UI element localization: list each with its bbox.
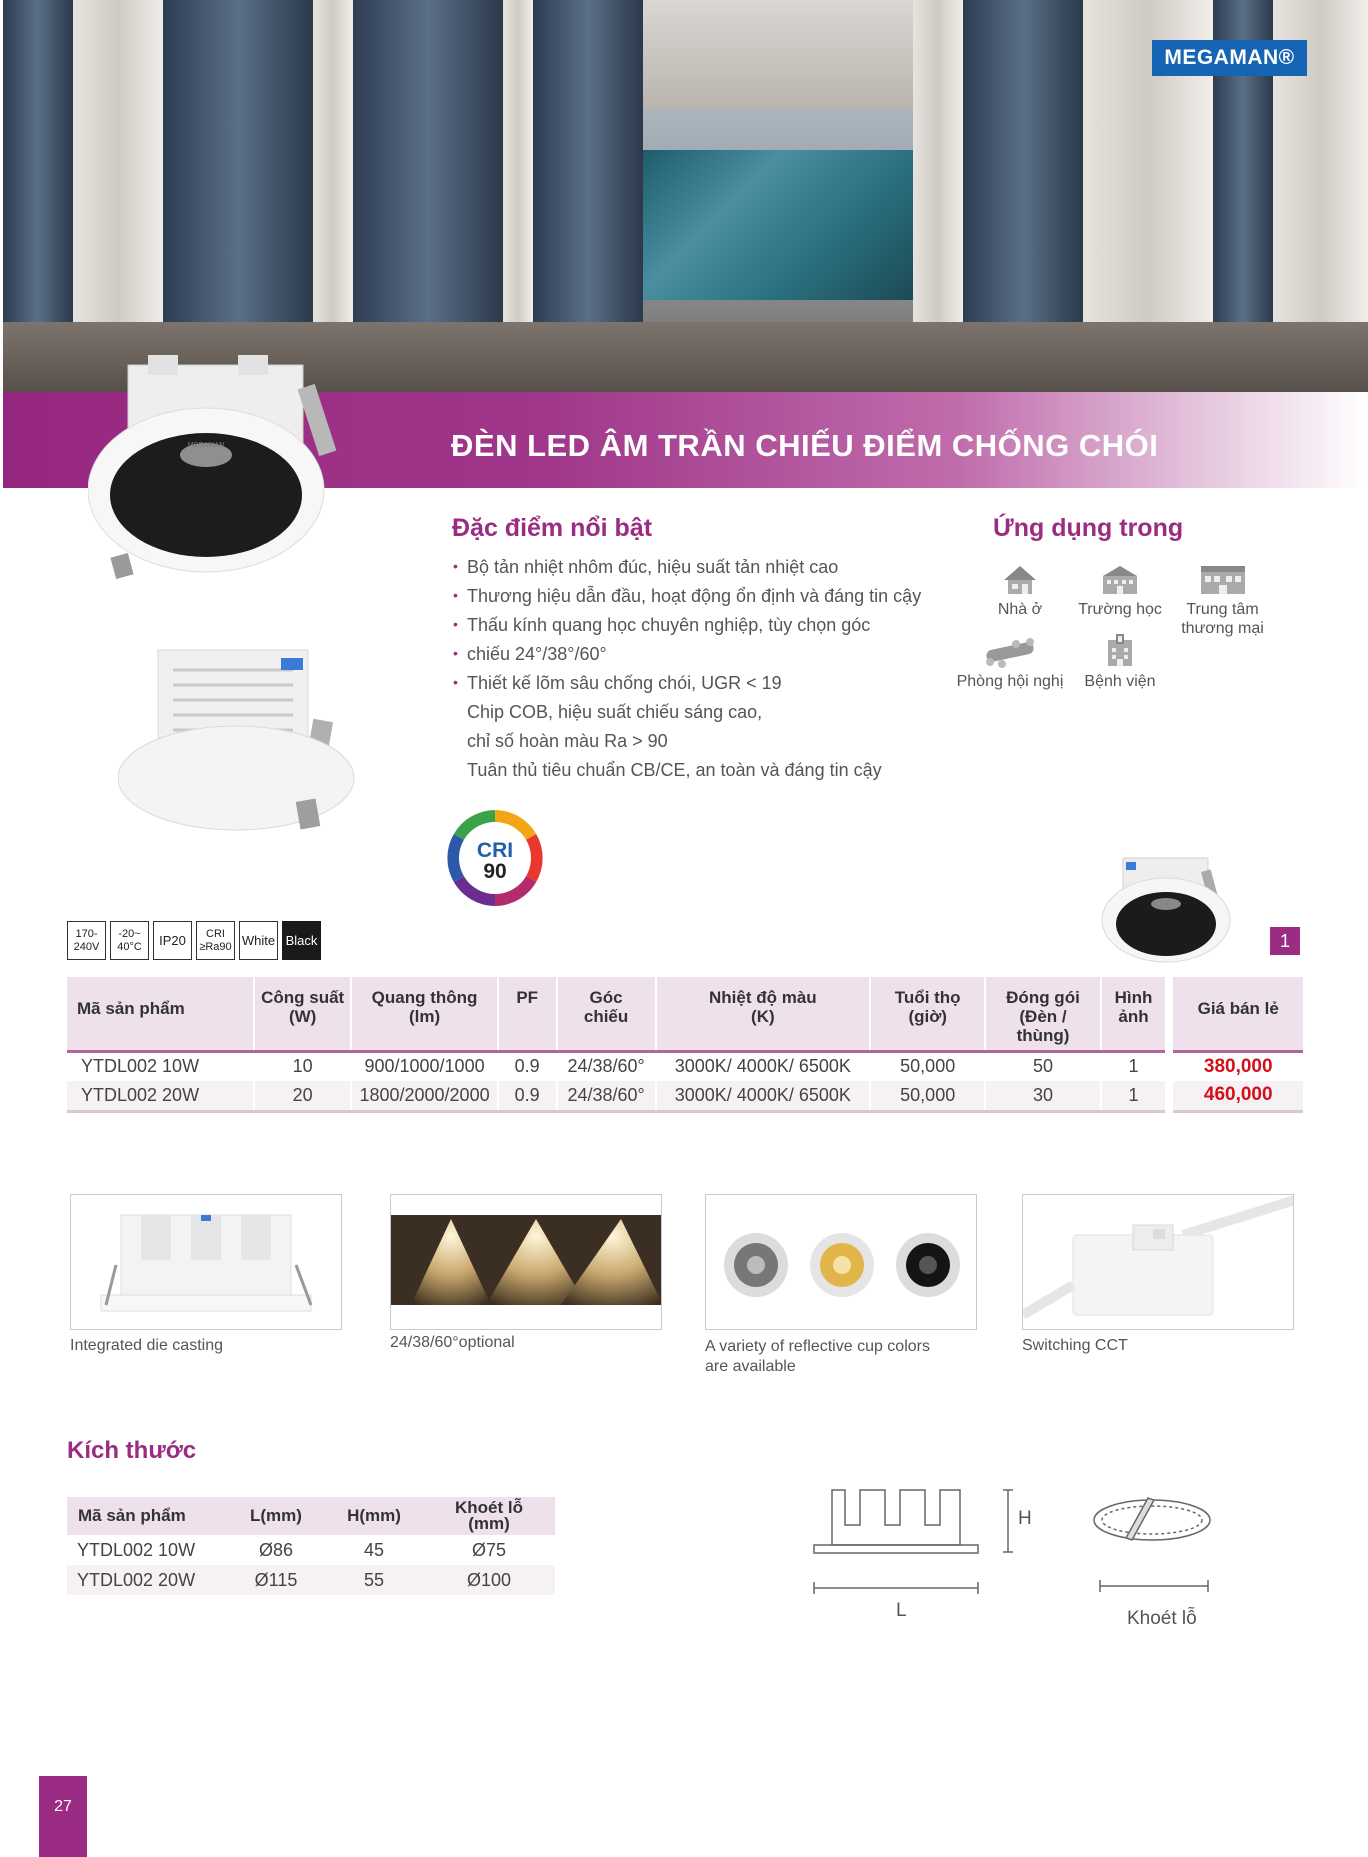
th-line: (K) [751, 1007, 775, 1026]
cell-power: 20 [254, 1081, 351, 1111]
cell-flux: 1800/2000/2000 [351, 1081, 498, 1111]
feature-item: • chiếu 24°/38°/60° [452, 640, 921, 669]
app-mall [1175, 564, 1270, 638]
page-title: ĐÈN LED ÂM TRẦN CHIẾU ĐIỂM CHỐNG CHÓI [451, 428, 1159, 463]
th-pf: PF [498, 977, 557, 1051]
app-label: Bệnh viện [1084, 673, 1156, 690]
hero-mural [643, 150, 913, 300]
th-line: Hình [1114, 988, 1153, 1007]
applications-heading: Ứng dụng trong [993, 514, 1184, 542]
app-label: Phòng hội nghị [956, 673, 1064, 690]
dim-label-hole: Khoét lỗ [1127, 1608, 1197, 1629]
cell-beam: 24/38/60° [557, 1081, 656, 1111]
th-pack [985, 977, 1100, 1051]
th-line: (Đèn / [1019, 1007, 1067, 1026]
school-icon [1099, 564, 1141, 596]
app-label: Nhà ở [997, 601, 1043, 618]
dim-label-h: H [1018, 1508, 1032, 1529]
feature-item: • Thấu kính quang học chuyên nghiệp, tùy chọn góc [452, 611, 921, 640]
cell-price: 380,000 [1173, 1051, 1303, 1081]
th-power [254, 977, 351, 1051]
th-line: Góc [589, 988, 623, 1007]
cell-dim-l: Ø86 [258, 1539, 294, 1560]
feature-item: Chip COB, hiệu suất chiếu sáng cao, [467, 702, 763, 722]
th-line: Nhiệt độ màu [709, 988, 817, 1007]
table-row [67, 1051, 1303, 1081]
applications-grid [950, 560, 1270, 700]
th-line: Tuổi thọ [894, 988, 961, 1007]
badge-line: -20~ [118, 927, 141, 940]
cell-life: 50,000 [870, 1081, 985, 1111]
feature-image-switching-cct [1022, 1194, 1294, 1330]
feature-item: • Thương hiệu dẫn đầu, hoạt động ổn định và đáng tin cậy [452, 582, 921, 611]
feature-image-cup-colors [705, 1194, 977, 1330]
caption-line: A variety of reflective cup colors [705, 1338, 930, 1355]
app-home [990, 564, 1050, 619]
cell-life: 50,000 [870, 1051, 985, 1081]
th-line: chiếu [583, 1007, 629, 1026]
black-finish-badge: Black [282, 921, 321, 960]
feature-image-die-casting [70, 1194, 342, 1330]
th-image [1101, 977, 1166, 1051]
badge-line: 240V [73, 940, 100, 953]
cell-price: 460,000 [1173, 1081, 1303, 1111]
features-list [452, 553, 921, 785]
app-hospital [1075, 634, 1165, 691]
downlight-front-image [88, 355, 358, 585]
megaman-logo: MEGAMAN® [1152, 40, 1307, 76]
page-number: 27 [39, 1776, 87, 1857]
ip-badge: IP20 [153, 921, 192, 960]
table-row [67, 1565, 555, 1595]
badge-line: ≥Ra90 [199, 940, 232, 953]
cri-90-badge [447, 810, 543, 906]
th-line: (W) [288, 1007, 317, 1026]
th-line: (lm) [408, 1007, 441, 1026]
cell-pf: 0.9 [498, 1081, 557, 1111]
cell-cct: 3000K/ 4000K/ 6500K [656, 1051, 870, 1081]
cell-pf: 0.9 [498, 1051, 557, 1081]
dim-label-l: L [896, 1600, 907, 1621]
th-line: thùng) [1016, 1026, 1070, 1045]
th-line: Quang thông [371, 988, 478, 1007]
cell-beam: 24/38/60° [557, 1051, 656, 1081]
mall-icon [1199, 564, 1247, 596]
dimensions-heading: Kích thước [67, 1437, 197, 1464]
voltage-badge [67, 921, 106, 960]
cell-pack: 50 [985, 1051, 1100, 1081]
conference-icon [982, 638, 1038, 668]
cell-dim-code: YTDL002 20W [67, 1565, 227, 1595]
feature-caption: Integrated die casting [70, 1337, 223, 1354]
feature-item: Tuân thủ tiêu chuẩn CB/CE, an toàn và đáng tin cậy [467, 760, 882, 780]
feature-item: • Thiết kế lõm sâu chống chói, UGR < 19 [452, 669, 921, 698]
cell-dim-hole: Ø75 [471, 1539, 507, 1560]
th-line: (mm) [468, 1514, 510, 1533]
downlight-side-image [118, 640, 368, 840]
cell-image: 1 [1101, 1051, 1166, 1081]
app-label: Trường học [1078, 601, 1162, 618]
features-heading: Đặc điểm nổi bật [452, 514, 653, 542]
th-line: Công suất [261, 988, 345, 1007]
app-school [1075, 564, 1165, 619]
th-dim-hole [423, 1497, 555, 1535]
cri-spec-badge [196, 921, 235, 960]
badge-line: 40°C [117, 940, 142, 953]
cell-image: 1 [1101, 1081, 1166, 1111]
cell-cct: 3000K/ 4000K/ 6500K [656, 1081, 870, 1111]
cell-code: YTDL002 10W [67, 1051, 254, 1081]
th-flux [351, 977, 498, 1051]
cri-value: 90 [483, 860, 507, 883]
feature-item: chỉ số hoàn màu Ra > 90 [467, 731, 668, 751]
feature-item: • Bộ tản nhiệt nhôm đúc, hiệu suất tản nhiệt cao [452, 553, 921, 582]
th-dim-h: H(mm) [325, 1497, 423, 1535]
caption-line: are available [705, 1358, 796, 1375]
cell-power: 10 [254, 1051, 351, 1081]
badge-line: 170- [75, 927, 98, 940]
table-row [67, 1081, 1303, 1111]
th-cct [656, 977, 870, 1051]
th-life [870, 977, 985, 1051]
cell-pack: 30 [985, 1081, 1100, 1111]
th-line: ảnh [1118, 1007, 1149, 1026]
dimensions-table [67, 1497, 555, 1595]
badge-line: CRI [206, 927, 225, 940]
feature-caption-multiline [705, 1337, 930, 1377]
white-finish-badge: White [239, 921, 278, 960]
th-beam [557, 977, 656, 1051]
downlight-thumbnail [1098, 850, 1238, 965]
svg-text:MEGAMAN: MEGAMAN [187, 441, 225, 449]
th-price: Giá bán lẻ [1173, 977, 1303, 1051]
feature-image-beam-angles [390, 1194, 662, 1330]
th-gap [1165, 977, 1173, 1051]
cell-dim-hole: Ø100 [423, 1565, 555, 1595]
temperature-badge [110, 921, 149, 960]
th-line: (giờ) [908, 1007, 947, 1026]
hospital-icon [1104, 634, 1136, 668]
image-index-badge: 1 [1270, 927, 1300, 955]
spec-badges [67, 921, 321, 960]
cell-code: YTDL002 20W [67, 1081, 254, 1111]
feature-caption: 24/38/60°optional [390, 1334, 515, 1351]
th-dim-l: L(mm) [227, 1497, 325, 1535]
feature-caption: Switching CCT [1022, 1337, 1128, 1354]
table-row [67, 1535, 555, 1565]
cell-dim-h: 55 [325, 1565, 423, 1595]
th-code: Mã sản phẩm [67, 977, 254, 1051]
app-label-line: Trung tâm [1186, 601, 1259, 618]
cell-gap [1165, 1081, 1173, 1111]
cell-dim-h: 45 [363, 1539, 385, 1560]
house-icon [1002, 564, 1038, 596]
th-dim-code: Mã sản phẩm [67, 1497, 227, 1535]
spec-table [67, 977, 1303, 1113]
cri-label: CRI [476, 839, 514, 862]
app-conference [950, 638, 1070, 691]
cell-dim-code: YTDL002 10W [77, 1539, 196, 1560]
cell-gap [1165, 1051, 1173, 1081]
th-line: Khoét lỗ [455, 1498, 523, 1517]
cell-dim-l: Ø115 [227, 1565, 325, 1595]
cell-flux: 900/1000/1000 [351, 1051, 498, 1081]
app-label-line: thương mại [1181, 620, 1264, 637]
th-line: Đóng gói [1006, 988, 1080, 1007]
